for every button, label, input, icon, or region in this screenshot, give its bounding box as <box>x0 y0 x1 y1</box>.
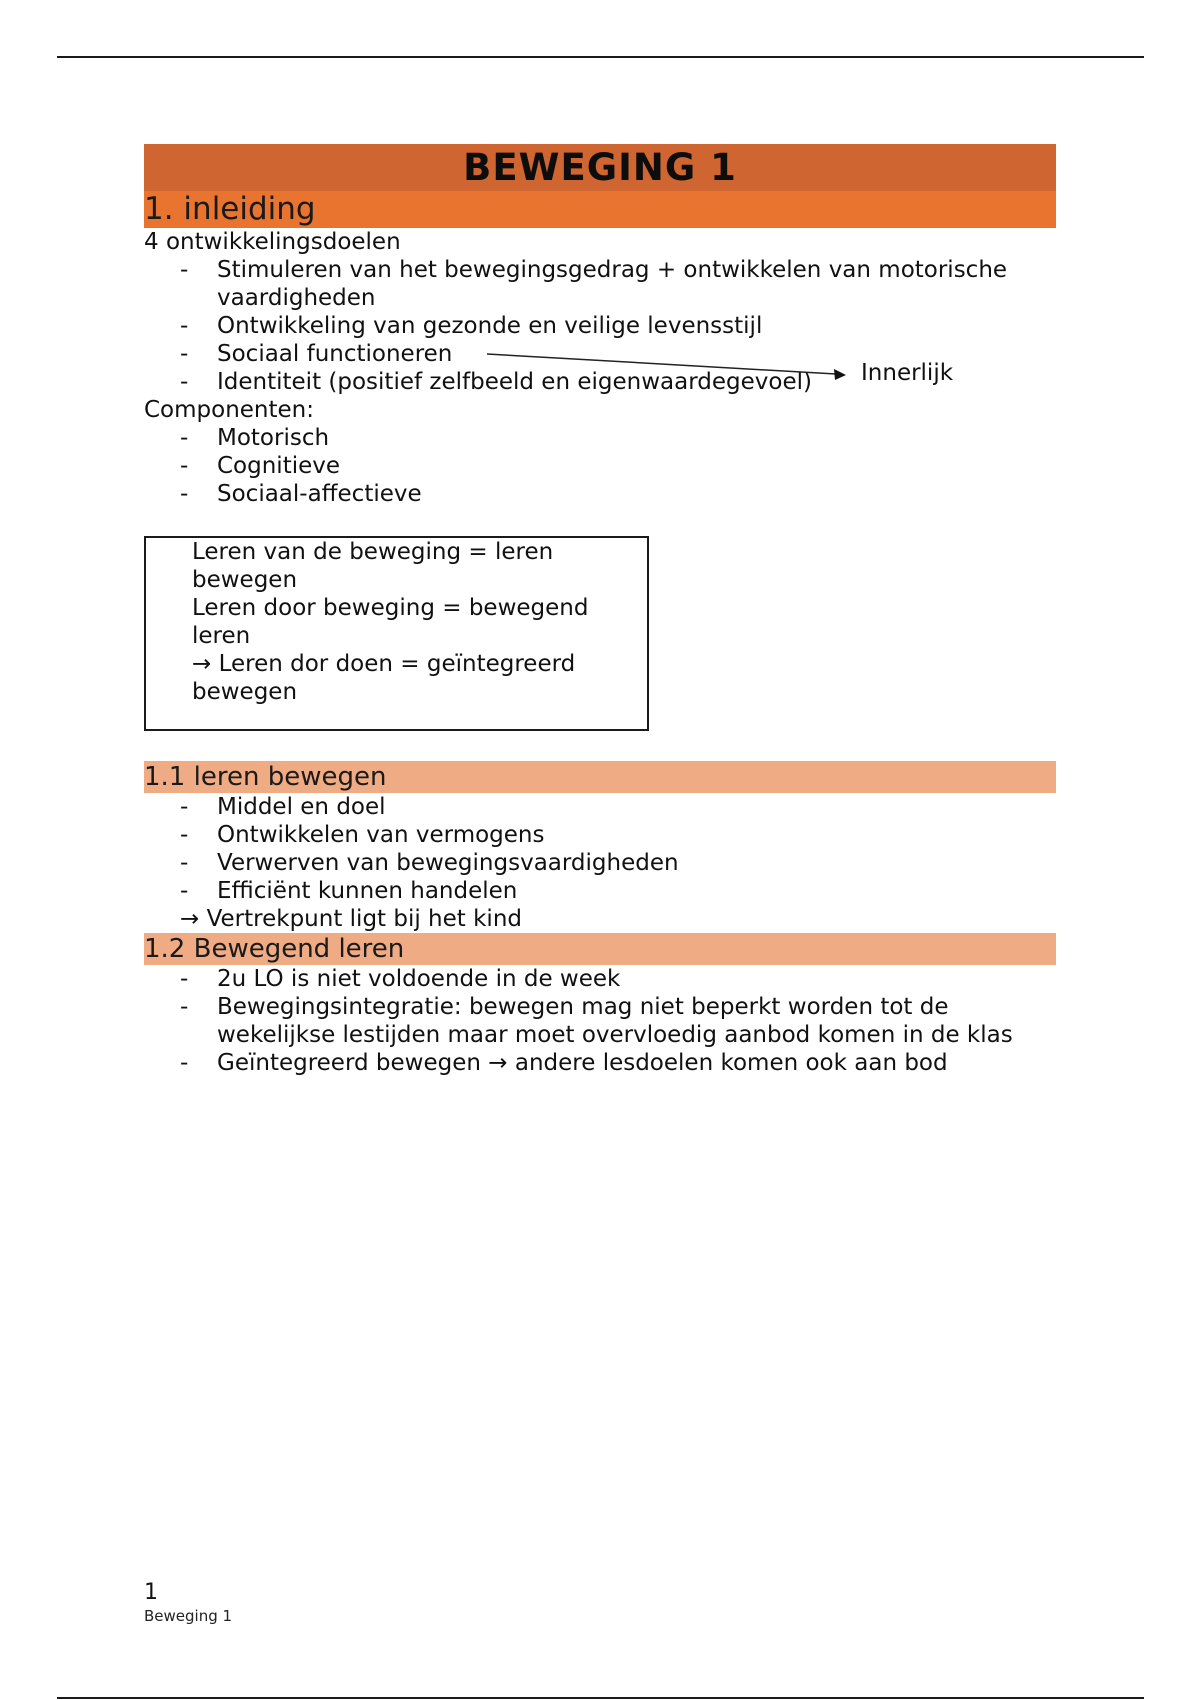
list-item: - Sociaal functioneren <box>144 340 1056 368</box>
goals-intro: 4 ontwikkelingsdoelen <box>144 229 401 255</box>
footer-rule <box>57 1697 1144 1699</box>
list-item: - Middel en doel <box>144 793 1056 821</box>
components-label: Componenten: <box>144 397 315 423</box>
section-heading-bewegend-leren: 1.2 Bewegend leren <box>144 933 1056 965</box>
leren-bewegen-conclusion: → Vertrekpunt ligt bij het kind <box>180 906 523 932</box>
list-item: - Motorisch <box>144 424 1056 452</box>
list-item: - Ontwikkeling van gezonde en veilige levensstijl <box>144 312 1056 340</box>
box-line: Leren door beweging = bewegend leren <box>192 595 589 649</box>
box-line: Leren van de beweging = leren bewegen <box>192 539 554 593</box>
list-item: - 2u LO is niet voldoende in de week <box>144 965 1056 993</box>
document-title: BEWEGING 1 <box>144 144 1056 191</box>
box-line: → Leren dor doen = geïntegreerd bewegen <box>192 651 576 705</box>
section-heading-inleiding: 1. inleiding <box>144 191 1056 228</box>
list-item: - Identiteit (positief zelfbeeld en eigenwaardegevoel) <box>144 368 1056 396</box>
list-item: - Sociaal-affectieve <box>144 480 1056 508</box>
list-item: - Verwerven van bewegingsvaardigheden <box>144 849 1056 877</box>
list-item: - Cognitieve <box>144 452 1056 480</box>
list-item: - Geïntegreerd bewegen → andere lesdoelen komen ook aan bod <box>144 1049 1056 1077</box>
list-item: - Ontwikkelen van vermogens <box>144 821 1056 849</box>
list-item: - Efficiënt kunnen handelen <box>144 877 1056 905</box>
list-item: - Bewegingsintegratie: bewegen mag niet beperkt worden tot de wekelijkse lestijden maar moet overvloedig aanbod komen in de klas <box>144 993 1056 1049</box>
section-heading-leren-bewegen: 1.1 leren bewegen <box>144 761 1056 793</box>
footer-doc-title: Beweging 1 <box>144 1607 233 1625</box>
innerlijk-annotation: Innerlijk <box>861 360 954 386</box>
page-number: 1 <box>144 1580 158 1605</box>
list-item: - Stimuleren van het bewegingsgedrag + ontwikkelen van motorische vaardigheden <box>144 256 1056 312</box>
